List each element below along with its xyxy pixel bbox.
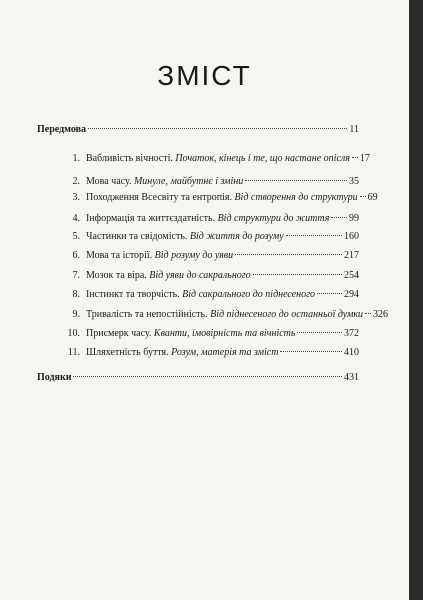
toc-entry-chapter	[0, 211, 409, 227]
toc-entry-chapter	[0, 345, 409, 361]
dot-leader	[352, 157, 358, 158]
dot-leader	[331, 217, 347, 218]
chapter-number: 10.	[67, 328, 80, 339]
entry-title: Подяки	[37, 372, 72, 383]
toc-entry-chapter	[0, 307, 409, 323]
toc-entry-acknowledgements	[0, 370, 409, 386]
entry-title: Мозок та віра.	[86, 270, 147, 281]
chapter-number: 2.	[72, 176, 80, 187]
dot-leader	[235, 254, 342, 255]
entry-label	[86, 151, 350, 167]
chapter-number: 4.	[72, 213, 80, 224]
page-number: 326	[373, 309, 389, 320]
page-number: 217	[344, 250, 359, 261]
entry-label	[86, 268, 251, 284]
page-number: 99	[349, 213, 359, 224]
chapter-number: 9.	[72, 309, 80, 320]
toc-entry-chapter	[0, 151, 409, 167]
dot-leader	[365, 313, 371, 314]
entry-title: Частинки та свідомість.	[86, 231, 188, 242]
dot-leader	[73, 376, 342, 377]
entry-subtitle: Кванти, імовірність та вічність	[153, 328, 296, 339]
page-title: ЗМІСТ	[157, 60, 252, 91]
entry-title: Мова та історії.	[86, 250, 153, 261]
entry-title: Інстинкт та творчість.	[86, 289, 180, 300]
entry-subtitle: Початок, кінець і те, що настане опісля	[175, 153, 350, 164]
entry-label	[37, 370, 71, 386]
entry-title: Шляхетність буття.	[86, 347, 169, 358]
entry-label	[86, 229, 284, 245]
page-number: 69	[367, 192, 378, 203]
entry-title: Тривалість та непостійність.	[86, 309, 208, 320]
chapter-number: 6.	[72, 250, 80, 261]
dot-leader	[253, 274, 342, 275]
chapter-number: 7.	[72, 270, 80, 281]
page-number: 431	[344, 372, 359, 383]
entry-label	[86, 174, 243, 190]
page-number: 372	[344, 328, 359, 339]
dot-leader	[317, 293, 342, 294]
entry-title: Передмова	[37, 124, 86, 135]
page-number: 11	[349, 124, 359, 135]
entry-subtitle: Від створення до структури	[234, 192, 358, 203]
entry-label	[86, 190, 358, 206]
entry-subtitle: Від уяви до сакрального	[149, 270, 251, 281]
entry-subtitle: Від структури до життя	[217, 213, 330, 224]
page-edge	[409, 0, 423, 600]
page-number: 17	[359, 153, 370, 164]
entry-subtitle: Від життя до розуму	[189, 231, 284, 242]
toc-entry-chapter	[0, 229, 409, 245]
toc-entry-chapter	[0, 174, 409, 190]
entry-label	[86, 307, 363, 323]
entry-subtitle: Від сакрального до піднесеного	[182, 289, 316, 300]
entry-label	[86, 345, 278, 361]
toc-entry-chapter	[0, 268, 409, 284]
chapter-number: 5.	[72, 231, 80, 242]
entry-subtitle: Від розуму до уяви	[154, 250, 234, 261]
entry-title: Вабливість вічності.	[86, 153, 173, 164]
page-number: 160	[344, 231, 359, 242]
entry-title: Інформація та життєздатність.	[86, 213, 216, 224]
dot-leader	[280, 351, 342, 352]
page-number: 410	[344, 347, 359, 358]
entry-label	[37, 122, 86, 138]
chapter-number: 11.	[67, 347, 80, 358]
toc-entry-preface	[0, 122, 409, 138]
entry-subtitle: Від піднесеного до останньої думки	[210, 309, 364, 320]
chapter-number: 3.	[72, 192, 80, 203]
entry-title: Присмерк часу.	[86, 328, 152, 339]
toc-entry-chapter	[0, 326, 409, 342]
entry-label	[86, 287, 315, 303]
entry-subtitle: Розум, матерія та зміст	[171, 347, 279, 358]
dot-leader	[88, 128, 347, 129]
dot-leader	[286, 235, 342, 236]
page-number: 294	[344, 289, 359, 300]
toc-entry-chapter	[0, 287, 409, 303]
page-number: 35	[349, 176, 359, 187]
entry-label	[86, 211, 329, 227]
entry-subtitle: Минуле, майбутнє і зміни	[133, 176, 244, 187]
page-number: 254	[344, 270, 359, 281]
entry-title: Мова часу.	[86, 176, 132, 187]
entry-label	[86, 326, 295, 342]
entry-title: Походження Всесвіту та ентропія.	[86, 192, 232, 203]
dot-leader	[297, 332, 342, 333]
toc-entry-chapter	[0, 190, 409, 206]
dot-leader	[245, 180, 347, 181]
toc-entry-chapter	[0, 248, 409, 264]
chapter-number: 8.	[72, 289, 80, 300]
chapter-number: 1.	[72, 153, 80, 164]
dot-leader	[360, 196, 366, 197]
entry-label	[86, 248, 233, 264]
